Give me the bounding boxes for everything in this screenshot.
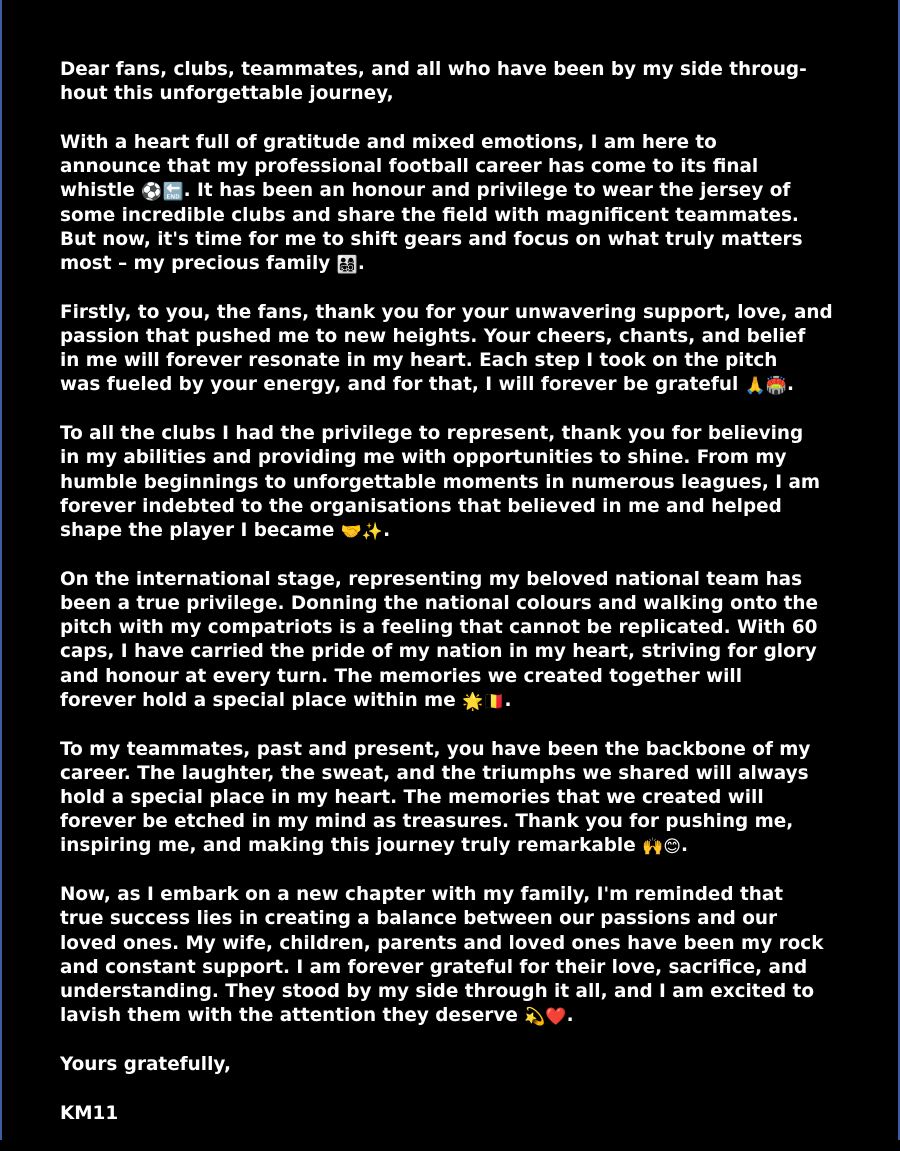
emoji-icon: ⚽🔚 — [141, 182, 184, 203]
text-line — [60, 228, 880, 252]
text-line — [60, 349, 880, 373]
line-text: in me will forever resonate in my heart. Each step I took on the pitch — [60, 350, 778, 372]
line-text: was fueled by your energy, and for that, I will forever be grateful — [60, 374, 745, 396]
text-line — [60, 786, 880, 810]
paragraph-1 — [60, 58, 880, 106]
line-text: On the international stage, representing my beloved national team has — [60, 568, 803, 590]
line-text: been a true privilege. Donning the national colours and walking onto the — [60, 593, 818, 615]
line-text: some incredible clubs and share the field with magnificent teammates. — [60, 204, 799, 226]
line-text: passion that pushed me to new heights. Your cheers, chants, and belief — [60, 326, 806, 348]
paragraph-5 — [60, 568, 880, 713]
text-line — [60, 907, 880, 931]
text-line — [60, 204, 880, 228]
line-text: Firstly, to you, the fans, thank you for your unwavering support, love, and — [60, 301, 833, 323]
line-text: hout this unforgettable journey, — [60, 83, 394, 105]
line-text: forever be etched in my mind as treasures. Thank you for pushing me, — [60, 811, 794, 833]
line-text: in my abilities and providing me with opportunities to shine. From my — [60, 447, 787, 469]
line-text: To my teammates, past and present, you have been the backbone of my — [60, 738, 811, 760]
emoji-icon: 🙌😊 — [642, 837, 682, 858]
line-text: and honour at every turn. The memories we created together will — [60, 665, 743, 687]
text-line — [60, 519, 880, 543]
line-text: most – my precious family — [60, 253, 337, 275]
emoji-icon: 👨‍👩‍👧‍👦 — [336, 255, 358, 276]
text-line — [60, 810, 880, 834]
text-line — [60, 616, 880, 640]
paragraph-7 — [60, 883, 880, 1028]
line-text: announce that my professional football career has come to its final — [60, 156, 759, 178]
line-text: forever indebted to the organisations that believed in me and helped — [60, 495, 782, 517]
text-line — [60, 883, 880, 907]
text-line — [60, 82, 880, 106]
line-text: To all the clubs I had the privilege to represent, thank you for believing — [60, 423, 804, 445]
line-text-tail: . — [383, 520, 391, 542]
line-text: true success lies in creating a balance between our passions and our — [60, 908, 778, 930]
signature: KM11 — [60, 1102, 119, 1124]
text-line — [60, 1004, 880, 1028]
paragraph-2 — [60, 131, 880, 276]
line-text: forever hold a special place within me — [60, 689, 463, 711]
line-text: lavish them with the attention they deserve — [60, 1005, 525, 1027]
line-text: hold a special place in my heart. The memories that we created will — [60, 787, 764, 809]
text-line — [60, 58, 880, 82]
text-line — [60, 373, 880, 397]
line-text: Dear fans, clubs, teammates, and all who have been by my side throug- — [60, 59, 807, 80]
paragraph-3 — [60, 301, 880, 398]
text-line — [60, 665, 880, 689]
line-text: career. The laughter, the sweat, and the triumphs we shared will always — [60, 762, 809, 784]
emoji-icon: 🌟🇧🇪 — [462, 691, 505, 712]
text-line — [60, 834, 880, 858]
text-line — [60, 932, 880, 956]
text-line — [60, 689, 880, 713]
retirement-letter — [60, 58, 880, 1151]
emoji-icon: 🤝✨ — [340, 522, 384, 543]
line-text: shape the player I became — [60, 520, 341, 542]
line-text: pitch with my compatriots is a feeling that cannot be replicated. With 60 — [60, 617, 818, 639]
text-line — [60, 568, 880, 592]
line-text: With a heart full of gratitude and mixed emotions, I am here to — [60, 132, 717, 153]
closing-line: Yours gratefully, — [60, 1054, 231, 1076]
line-text: and constant support. I am forever grateful for their love, sacrifice, and — [60, 956, 808, 978]
line-text: whistle — [60, 180, 142, 202]
text-line — [60, 738, 880, 762]
line-text: loved ones. My wife, children, parents and loved ones have been my rock — [60, 932, 824, 954]
line-text-tail: . It has been an honour and privilege to wear the jersey of — [183, 180, 791, 202]
text-line — [60, 131, 880, 155]
line-text-tail: . — [566, 1005, 574, 1027]
paragraph-4 — [60, 422, 880, 543]
paragraph-6 — [60, 738, 880, 859]
line-text: understanding. They stood by my side through it all, and I am excited to — [60, 981, 815, 1003]
text-line — [60, 762, 880, 786]
text-line — [60, 495, 880, 519]
line-text: humble beginnings to unforgettable moments in numerous leagues, I am — [60, 471, 821, 493]
line-text: inspiring me, and making this journey truly remarkable — [60, 835, 643, 857]
line-text-tail: . — [681, 835, 689, 857]
letter-body — [60, 58, 880, 1028]
line-text-tail: . — [357, 253, 365, 275]
text-line — [60, 956, 880, 980]
line-text-tail: . — [787, 374, 795, 396]
text-line — [60, 422, 880, 446]
text-line — [60, 252, 880, 276]
line-text: But now, it's time for me to shift gears and focus on what truly matters — [60, 228, 803, 250]
text-line — [60, 155, 880, 179]
emoji-icon: 🙏🏟️ — [744, 376, 788, 397]
line-text-tail: . — [504, 689, 512, 711]
text-line — [60, 592, 880, 616]
text-line — [60, 301, 880, 325]
text-line — [60, 640, 880, 664]
emoji-icon: 💫❤️ — [524, 1007, 567, 1028]
text-line — [60, 446, 880, 470]
text-line — [60, 471, 880, 495]
line-text: Now, as I embark on a new chapter with my family, I'm reminded that — [60, 884, 784, 906]
text-line — [60, 325, 880, 349]
line-text: caps, I have carried the pride of my nation in my heart, striving for glory — [60, 641, 817, 663]
text-line — [60, 179, 880, 203]
text-line — [60, 980, 880, 1004]
